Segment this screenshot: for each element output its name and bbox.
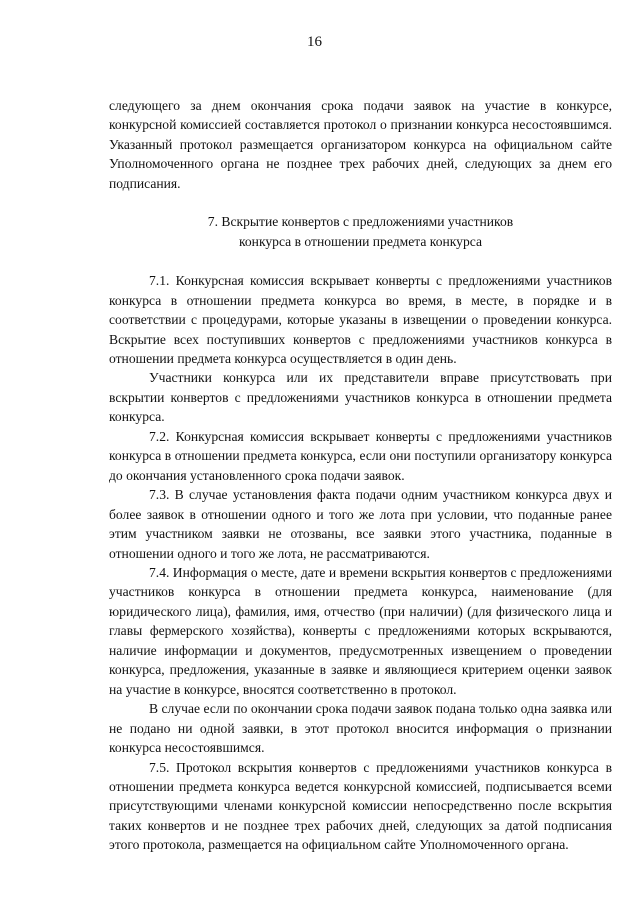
section-heading-line-1: 7. Вскрытие конвертов с предложениями участников (207, 214, 514, 230)
paragraph-7-5: 7.5. Протокол вскрытия конвертов с предложениями участников конкурса в отношении предмета конкурса ведется конкурсной комиссией, подписывается всеми присутствующими членами конкурсной комиссии непосредственно после вскрытия таких конвертов и не позднее трех рабочих дней, следующих за датой подписания этого протокола, размещается на официальном сайте Уполномоченного органа. (109, 759, 612, 853)
paragraph-7-1-participants: Участники конкурса или их представители вправе присутствовать при вскрытии конвертов с предложениями участников конкурса в отношении предмета конкурса. (109, 370, 612, 425)
intro-paragraph: следующего за днем окончания срока подачи заявок на участие в конкурсе, конкурсной комиссией составляется протокол о признании конкурса несостоявшимся. Указанный протокол размещается организатором конкурса на официальном сайте Уполномоченного органа не позднее трех рабочих дней, следующих за днем его подписания. (109, 98, 612, 191)
section-heading (109, 212, 612, 251)
document-body (109, 96, 612, 855)
paragraph-7-4: 7.4. Информация о месте, дате и времени вскрытия конвертов с предложениями участников конкурса в отношении предмета конкурса, наименование (для юридического лица), фамилия, имя, отчество (при наличии) (для физического лица и главы фермерского хозяйства), конверты с предложениями которых вскрываются, наличие информации и документов, предусмотренных извещением о проведении конкурса, предложения, указанные в заявке и являющиеся критерием оценки заявок на участие в конкурсе, вносятся соответственно в протокол. (109, 564, 612, 697)
paragraph-7-1: 7.1. Конкурсная комиссия вскрывает конверты с предложениями участников конкурса в отношении предмета конкурса во время, в месте, в порядке и в соответствии с процедурами, которые указаны в извещении о проведении конкурса. Вскрытие всех поступивших конвертов с предложениями участников конкурса в отношении предмета конкурса осуществляется в один день. (109, 273, 612, 366)
section-heading-line-2: конкурса в отношении предмета конкурса (238, 233, 483, 249)
page-number: 16 (307, 34, 322, 50)
paragraph-7-3: 7.3. В случае установления факта подачи одним участником конкурса двух и более заявок в отношении одного и того же лота при условии, что поданные ранее этим участником заявки не отозваны, все заявки этого участника, поданные в отношении одного и того же лота, не рассматриваются. (109, 487, 612, 561)
paragraph-7-4-single-bid: В случае если по окончании срока подачи заявок подана только одна заявка или не подано ни одной заявки, в этот протокол вносится информация о признании конкурса несостоявшимся. (109, 701, 612, 756)
paragraph-7-2: 7.2. Конкурсная комиссия вскрывает конверты с предложениями участников конкурса в отношении предмета конкурса, если они поступили организатору конкурса до окончания установленного срока подачи заявок. (109, 428, 612, 483)
